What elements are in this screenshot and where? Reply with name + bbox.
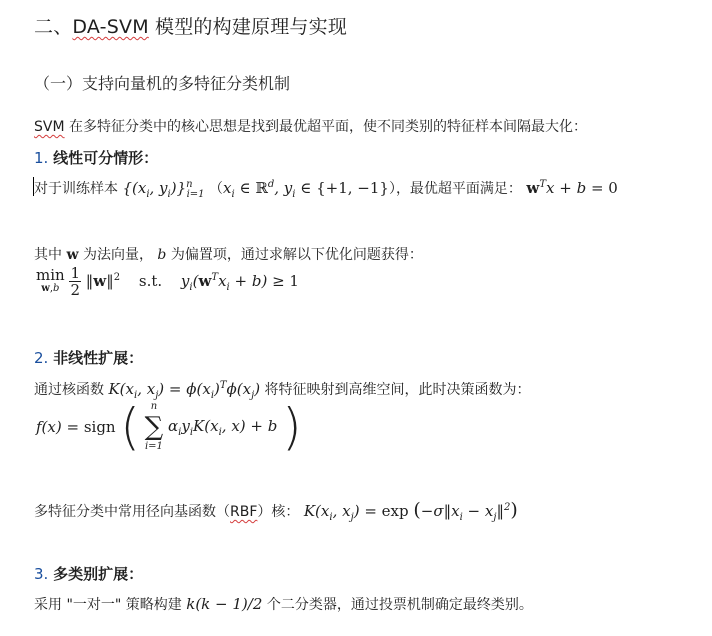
- rbf-term: RBF: [230, 504, 258, 520]
- hyperplane-formula: $w^Tx + b = 0$: [526, 179, 618, 197]
- item-number: 1.: [34, 149, 49, 167]
- item-nonlinear-heading: [34, 347, 143, 368]
- training-set-formula: {($x_i$, $y_i)\}^n_{i=1}$: [122, 179, 205, 200]
- heading-part-suffix: 模型的构建原理与实现: [148, 16, 348, 38]
- item-number: 2.: [34, 349, 49, 367]
- paren-close: ）: [388, 181, 396, 197]
- kernel-formula: $K(x_i$, $x_j) = \phi(x_i)^T\phi(x_j)$: [108, 380, 261, 401]
- item-multiclass-heading: [34, 563, 143, 584]
- summation-body: $\alpha_iy_iK(x_i$, x) + b: [168, 416, 278, 438]
- linear-line2-prefix: 其中: [34, 247, 62, 263]
- nonlinear-line2-prefix: 多特征分类中常用径向基函数（: [34, 504, 230, 520]
- section-heading: [34, 12, 347, 39]
- linear-line1-middle: ，最优超平面满足：: [395, 181, 522, 197]
- big-paren-open: (: [120, 398, 140, 456]
- rbf-formula: $K(x_i$, $x_j) = \exp$ ($-\sigma‖x_i$ − $x_j‖^2$): [303, 499, 518, 523]
- classifier-count-formula: k(k − 1)/2: [186, 595, 263, 613]
- intro-term-svm: SVM: [34, 119, 65, 135]
- multiclass-suffix: 个二分类器，通过投票机制确定最终类别。: [266, 597, 533, 613]
- nonlinear-line1-prefix: 通过核函数: [34, 382, 104, 398]
- nonlinear-line2: [34, 499, 518, 523]
- intro-paragraph: [34, 116, 587, 136]
- nonlinear-line2-suffix: ）核：: [257, 504, 300, 520]
- item-title: 线性可分情形：: [53, 149, 159, 167]
- linear-line1[interactable]: [34, 178, 618, 200]
- item-title: 非线性扩展：: [53, 349, 144, 367]
- decision-function-formula: [36, 398, 302, 458]
- decision-lhs: f(x) = sign: [36, 418, 116, 436]
- multiclass-prefix: 采用 "一对一" 策略构建: [34, 597, 182, 613]
- heading-part-prefix: 二、: [34, 16, 73, 38]
- linear-line1-prefix: 对于训练样本: [34, 181, 118, 197]
- half-fraction: $\frac{1}{2}$: [70, 264, 81, 299]
- item-title: 多类别扩展：: [53, 565, 144, 583]
- summation-operator: n ∑ i=1: [144, 401, 164, 452]
- norm-term: ‖w‖$^2$: [85, 271, 121, 290]
- bias-symbol: b: [157, 247, 167, 263]
- item-linear-heading: [34, 147, 158, 168]
- item-number: 3.: [34, 565, 49, 583]
- subject-to-label: s.t.: [138, 271, 163, 290]
- optimization-formula: [36, 265, 299, 298]
- nonlinear-line1-suffix: 将特征映射到高维空间，此时决策函数为：: [264, 382, 531, 398]
- big-paren-close: ): [282, 398, 302, 456]
- heading-term-da-svm: DA-SVM: [72, 16, 149, 38]
- paren-open: （: [209, 181, 223, 197]
- multiclass-line: [34, 594, 533, 614]
- subsection-heading: （一）支持向量机的多特征分类机制: [34, 74, 291, 93]
- linear-line2-middle2: 为偏置项，通过求解以下优化问题获得：: [170, 247, 423, 263]
- normal-vector-symbol: w: [66, 247, 79, 263]
- domain-formula: $x_i$ ∈ ℝ$^d$, $y_i$ ∈ {+1, −1}: [223, 179, 389, 200]
- min-operator: min w,b: [36, 265, 65, 294]
- linear-line2-middle1: 为法向量，: [82, 247, 153, 263]
- constraint-term: $y_i(w^Tx_i + b) \ge 1$: [180, 271, 299, 293]
- intro-text: 在多特征分类中的核心思想是找到最优超平面，使不同类别的特征样本间隔最大化：: [64, 119, 587, 135]
- linear-line2: [34, 244, 423, 264]
